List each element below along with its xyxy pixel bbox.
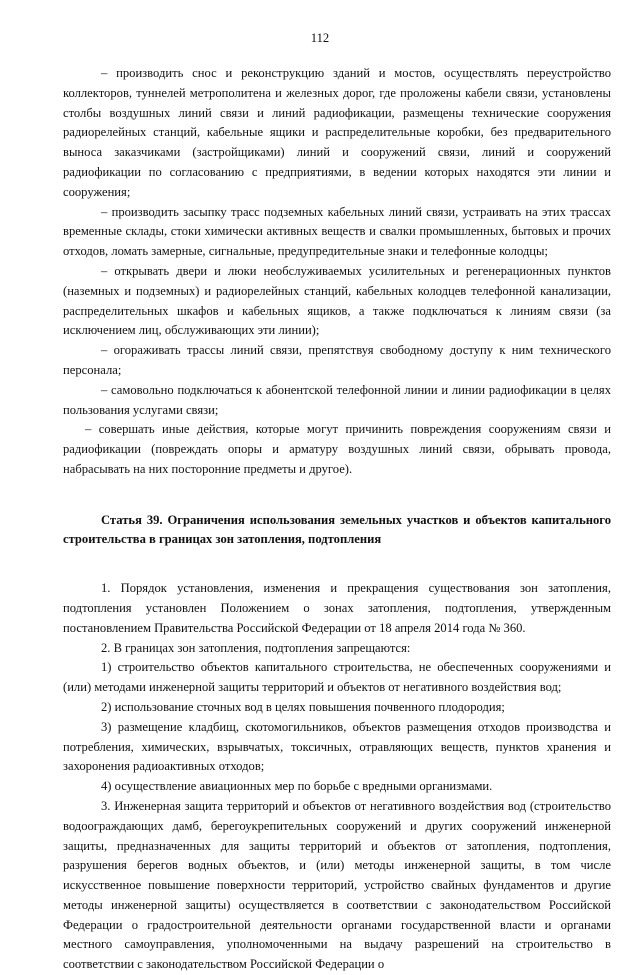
bullet-item-other-actions: – совершать иные действия, которые могут причинить повреждения сооружениям связи и радиофикации (повреждать опоры и арматуру воздушных линий связи, обрывать провода, набрасывать на них посторонние предметы и другое). bbox=[63, 422, 611, 476]
page-number: 112 bbox=[310, 31, 330, 45]
bullet-item-open-doors: – открывать двери и люки необслуживаемых усилительных и регенерационных пунктов (наземных и подземных) и радиорелейных станций, кабельных колодцев телефонной канализации, распределительных шкафов и кабельных ящиков, а также подключаться к линиям связи (за исключением лиц, обслуживающих эти линии); bbox=[63, 263, 611, 338]
bullet-item-demolition: – производить снос и реконструкцию зданий и мостов, осуществлять переустройство коллекторов, туннелей метрополитена и железных дорог, где проложены кабели связи, установлены столбы воздушных линий связи и линий радиофикации, размещены технические сооружения радиорелейных станций, кабельные ящики и распределительные коробки, без предварительного выноса заказчиками (застройщиками) линий и сооружений связи, линий и сооружений радиофикации по согласованию с предприятиями, в ведении которых находятся эти линии и сооружения; bbox=[63, 66, 611, 199]
bullet-item-fencing: – огораживать трассы линий связи, препятствуя свободному доступу к ним технического персонала; bbox=[63, 343, 611, 377]
bullet-item-backfill: – производить засыпку трасс подземных кабельных линий связи, устраивать на этих трассах временные склады, стоки химически активных веществ и свалки промышленных, бытовых и прочих отходов, ломать замерные, сигнальные, предупредительные знаки и телефонные колодцы; bbox=[63, 204, 611, 259]
article-paragraph: 3. Инженерная защита территорий и объектов от негативного воздействия вод (строительство водоограждающих дамб, берегоукрепительных сооружений и других сооружений инженерной защиты, предназначенных для защиты территорий и объектов от затопления, подтопления, разрушения берегов водных объектов, и (или) методы инженерной защиты, в том числе искусственное повышение поверхности территорий, устройство свайных фундаментов и другие методы инженерной защиты) осуществляется в соответствии с законодательством Российской Федерации о градостроительной деятельности органами государственной власти и органами местного самоуправления, уполномоченными на выдачу разрешений на строительство в соответствии с законодательством Российской Федерации о bbox=[63, 798, 611, 972]
article-list-item: 4) осуществление авиационных мер по борьбе с вредными организмами. bbox=[101, 779, 493, 794]
page-content bbox=[63, 64, 611, 975]
article-list-item: 1) строительство объектов капитального строительства, не обеспеченных сооружениями и (или) методами инженерной защиты территорий и объектов от негативного воздействия вод; bbox=[63, 660, 611, 695]
article-list-item: 2) использование сточных вод в целях повышения почвенного плодородия; bbox=[101, 699, 505, 714]
article-heading: Статья 39. Ограничения использования земельных участков и объектов капитального строительства в границах зон затопления, подтопления bbox=[63, 512, 611, 546]
article-paragraph: 1. Порядок установления, изменения и прекращения существования зон затопления, подтопления установлен Положением о зонах затопления, подтопления, утвержденным постановлением Правительства Российской Федерации от 18 апреля 2014 года № 360. bbox=[63, 581, 611, 635]
bullet-item-unauthorized-connection: – самовольно подключаться к абонентской телефонной линии и линии радиофикации в целях пользования услугами связи; bbox=[63, 382, 611, 417]
article-paragraph: 2. В границах зон затопления, подтопления запрещаются: bbox=[101, 640, 411, 655]
article-list-item: 3) размещение кладбищ, скотомогильников, объектов размещения отходов производства и потребления, химических, взрывчатых, токсичных, отравляющих веществ, пунктов хранения и захоронения радиоактивных отходов; bbox=[63, 719, 611, 774]
